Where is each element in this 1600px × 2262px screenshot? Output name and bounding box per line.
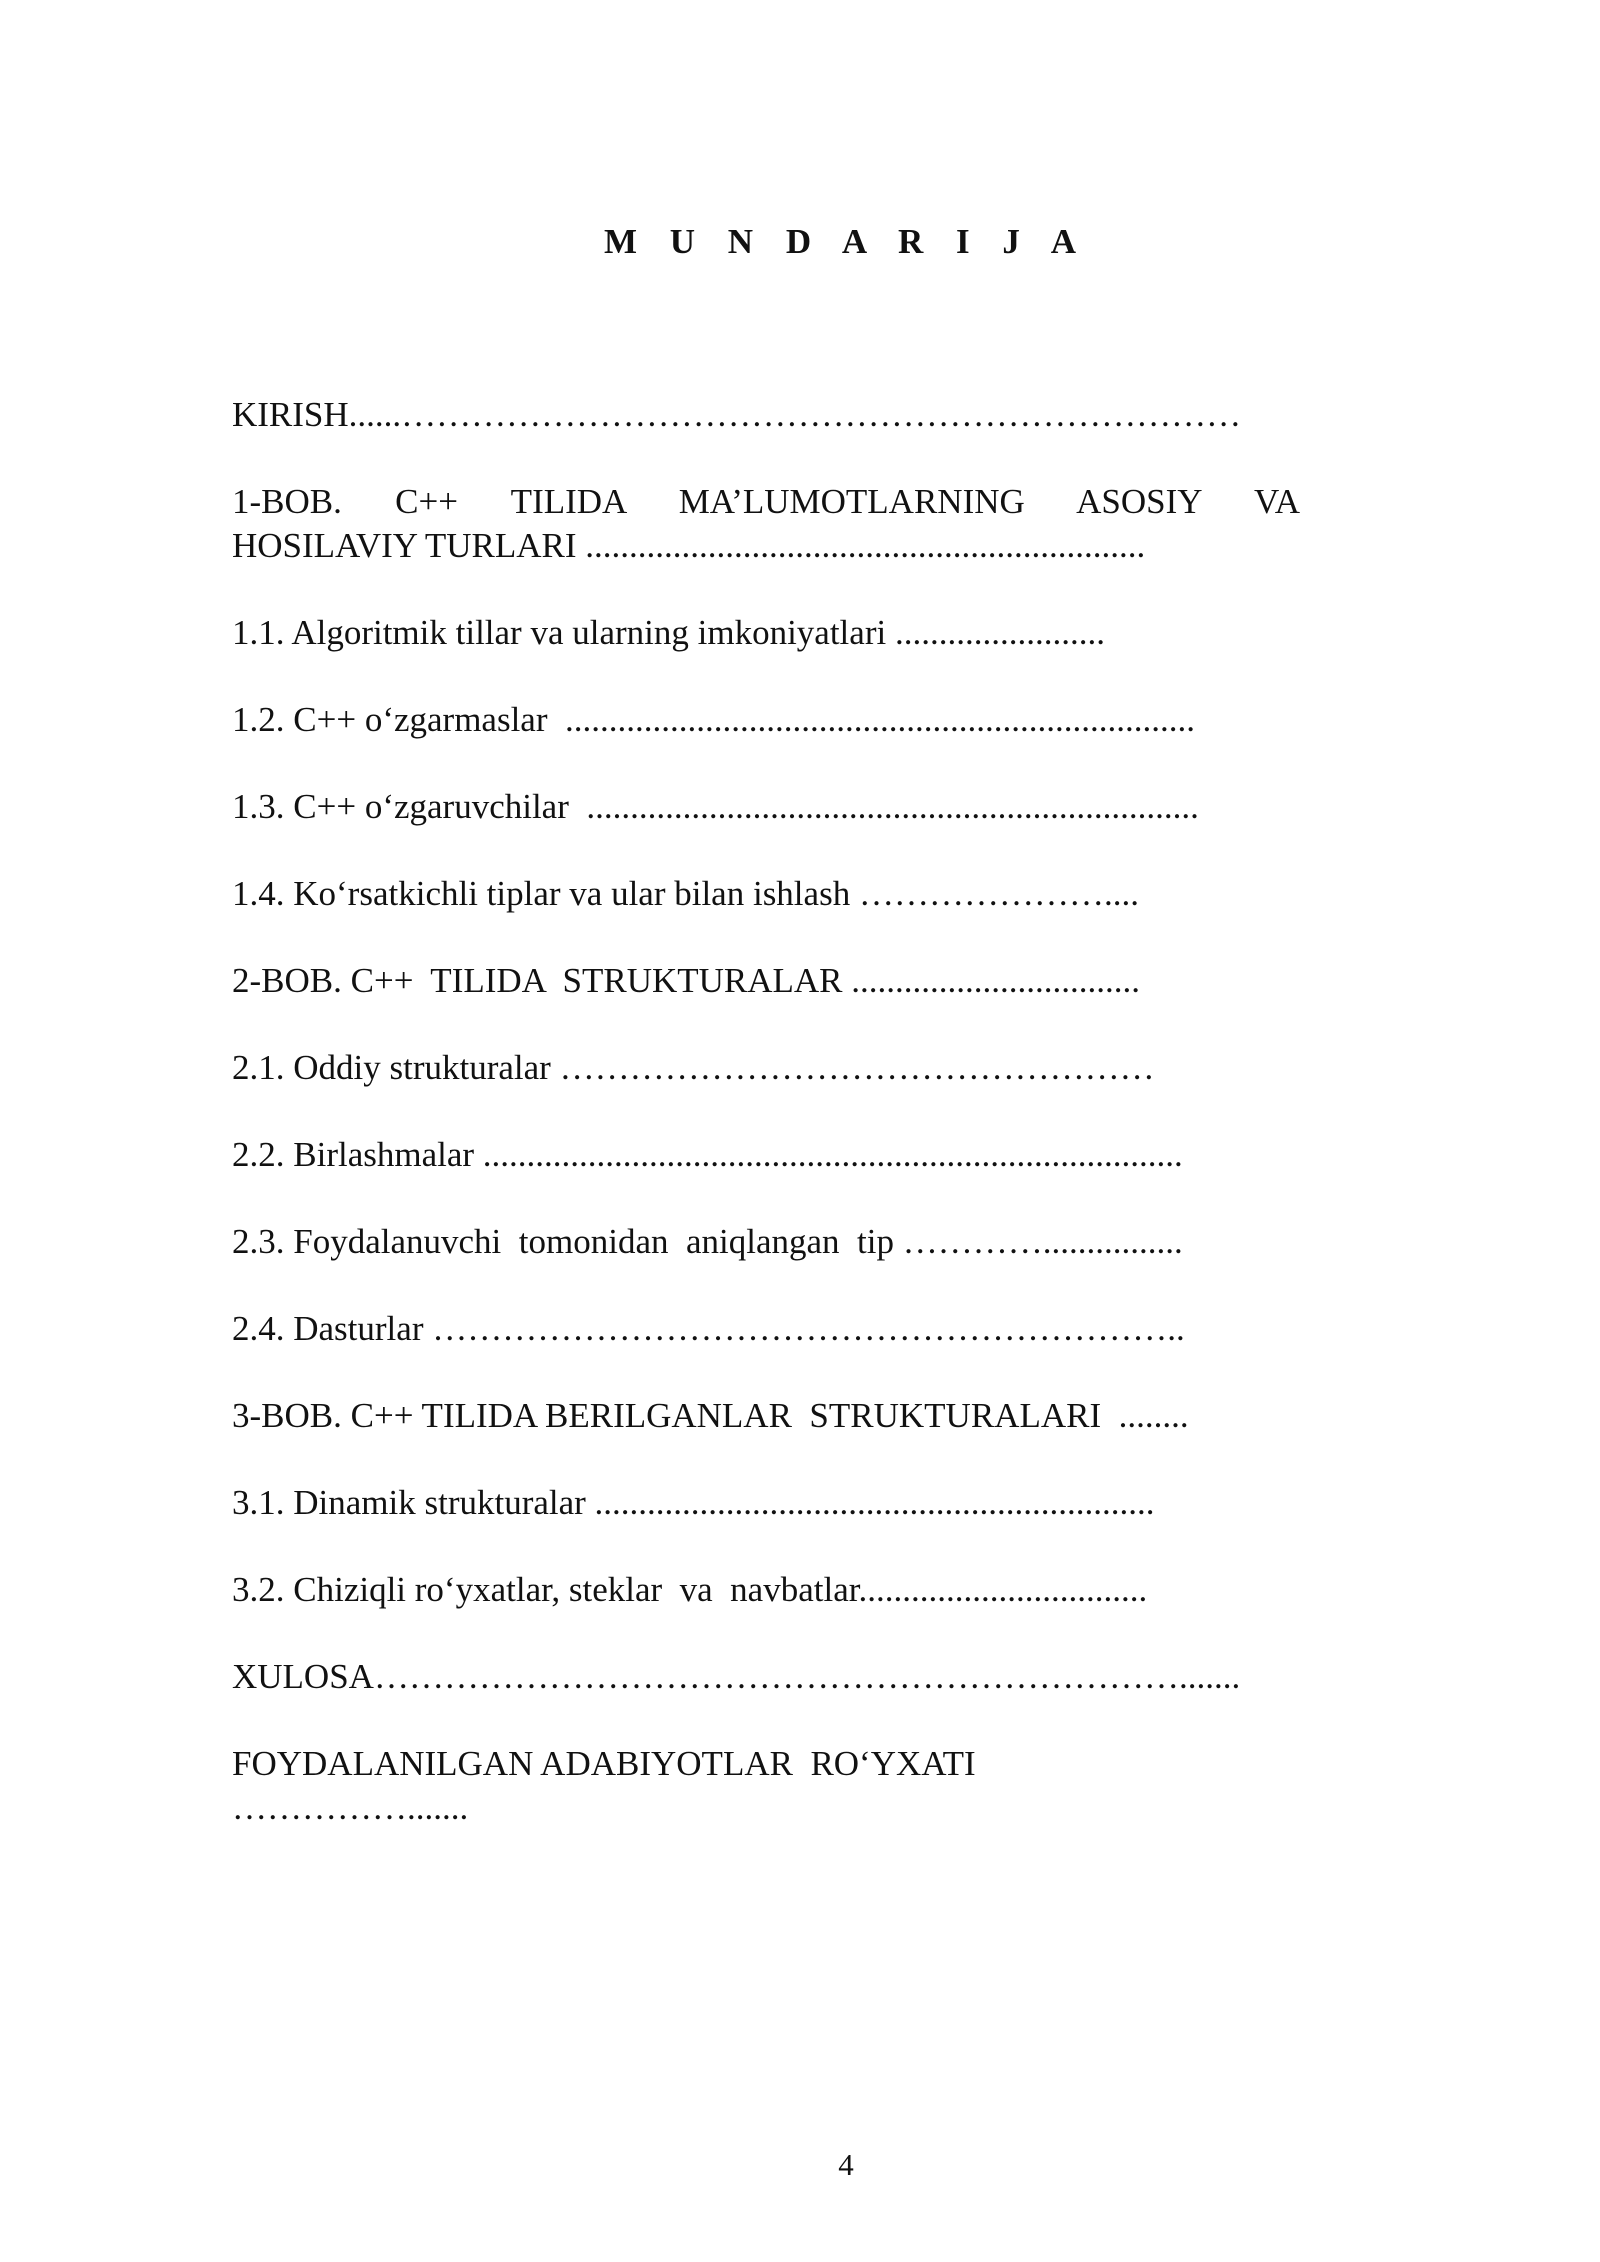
toc-entry (232, 611, 1300, 655)
toc-entry-line: FOYDALANILGAN ADABIYOTLAR RO‘YXATI (232, 1744, 976, 1783)
toc-entry (232, 1655, 1300, 1699)
toc-entry (232, 1481, 1300, 1525)
toc-entry-line: 2.2. Birlashmalar ................................................................................ (232, 1135, 1183, 1174)
toc-entry (232, 1742, 1300, 1830)
toc-entry-line: 1.3. C++ o‘zgaruvchilar ...................................................................... (232, 787, 1199, 826)
toc-entry-line: 2.4. Dasturlar ……………………………………………………….. (232, 1309, 1185, 1348)
toc-entry (232, 1568, 1300, 1612)
toc-entry-line: HOSILAVIY TURLARI ................................................................ (232, 526, 1146, 565)
toc-entry-line: 1.2. C++ o‘zgarmaslar ........................................................................ (232, 700, 1195, 739)
toc-entry-line: 2.1. Oddiy strukturalar …………………………………………… (232, 1048, 1155, 1087)
toc-entry-line: 3-BOB. C++ TILIDA BERILGANLAR STRUKTURALARI ........ (232, 1396, 1189, 1435)
toc-entry-line: 2.3. Foydalanuvchi tomonidan aniqlangan tip …………................ (232, 1222, 1183, 1261)
toc-entry (232, 393, 1300, 437)
toc-entry (232, 1394, 1300, 1438)
toc-entry-line: 3.1. Dinamik strukturalar ................................................................ (232, 1483, 1155, 1522)
toc-entry (232, 785, 1300, 829)
toc-entry-line: 1.4. Ko‘rsatkichli tiplar va ular bilan ishlash ………………….... (232, 874, 1139, 913)
toc-entry (232, 1133, 1300, 1177)
toc-entry (232, 872, 1300, 916)
page-number: 4 (838, 2147, 854, 2182)
toc-entry-line: ……………....... (232, 1788, 469, 1827)
toc-entry (232, 698, 1300, 742)
toc-entry (232, 1307, 1300, 1351)
toc-entry (232, 480, 1300, 568)
toc-entry (232, 959, 1300, 1003)
page-title: M U N D A R I J A (603, 222, 1089, 261)
toc-entry-line: 1.1. Algoritmik tillar va ularning imkoniyatlari ........................ (232, 613, 1105, 652)
table-of-contents (232, 393, 1300, 1873)
toc-entry-line: 1-BOB. C++ TILIDA MA’LUMOTLARNING ASOSIY VA (232, 482, 1300, 521)
toc-entry-line: XULOSA……………………………………………………………....... (232, 1657, 1241, 1696)
toc-entry (232, 1046, 1300, 1090)
toc-entry-line: KIRISH......……………………………………………………………… (232, 395, 1242, 434)
toc-entry (232, 1220, 1300, 1264)
toc-entry-line: 2-BOB. C++ TILIDA STRUKTURALAR ................................. (232, 961, 1141, 1000)
toc-entry-line: 3.2. Chiziqli ro‘yxatlar, steklar va navbatlar................................. (232, 1570, 1148, 1609)
